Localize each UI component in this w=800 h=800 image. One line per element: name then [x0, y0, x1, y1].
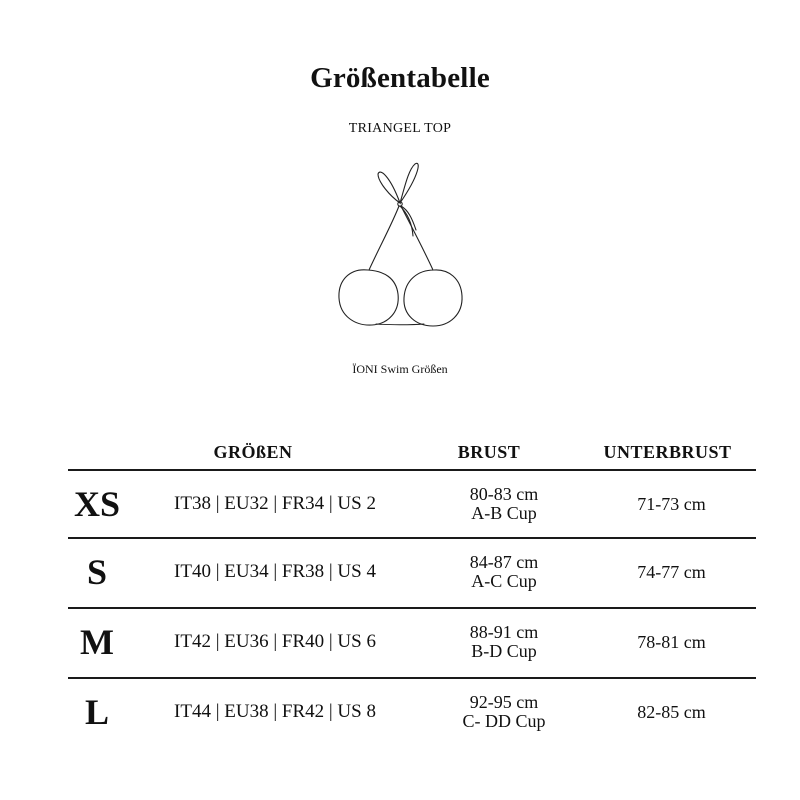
bust-cup: B-D Cup: [471, 641, 537, 661]
product-subtitle: TRIANGEL TOP: [348, 121, 452, 136]
bust-cm: 88-91 cm: [469, 622, 539, 642]
bust-value: [434, 553, 574, 591]
bust-cup: A-C Cup: [471, 571, 537, 591]
size-label: S: [86, 552, 108, 592]
size-label: M: [80, 622, 114, 662]
bust-cup: A-B Cup: [471, 503, 537, 523]
size-conversion: IT44 | EU38 | FR42 | US 8: [174, 701, 376, 722]
underbust-value: 78-81 cm: [637, 632, 706, 652]
table-row: [68, 679, 756, 745]
size-conversion: IT38 | EU32 | FR34 | US 2: [174, 493, 376, 514]
underbust-value: 71-73 cm: [637, 494, 706, 514]
triangle-bikini-top-illustration: [320, 160, 480, 335]
header-underbust: UNTERBRUST: [603, 442, 732, 462]
bust-value: [434, 623, 574, 661]
page-title: Größentabelle: [310, 62, 490, 94]
table-row: [68, 539, 756, 605]
bust-value: [434, 485, 574, 523]
header-sizes: GRÖßEN: [213, 442, 293, 462]
brand-caption: ÏONI Swim Größen: [352, 362, 448, 376]
bust-cup: C- DD Cup: [462, 711, 546, 731]
table-row: [68, 609, 756, 675]
size-conversion: IT40 | EU34 | FR38 | US 4: [174, 561, 376, 582]
size-label: L: [84, 692, 109, 732]
bust-cm: 84-87 cm: [469, 552, 539, 572]
size-conversion: IT42 | EU36 | FR40 | US 6: [174, 631, 376, 652]
underbust-value: 74-77 cm: [637, 562, 706, 582]
bust-value: [434, 693, 574, 731]
size-label: XS: [73, 484, 121, 524]
header-bust: BRUST: [457, 442, 521, 462]
bust-cm: 80-83 cm: [469, 484, 539, 504]
underbust-value: 82-85 cm: [637, 702, 706, 722]
table-row: [68, 471, 756, 537]
bust-cm: 92-95 cm: [469, 692, 539, 712]
